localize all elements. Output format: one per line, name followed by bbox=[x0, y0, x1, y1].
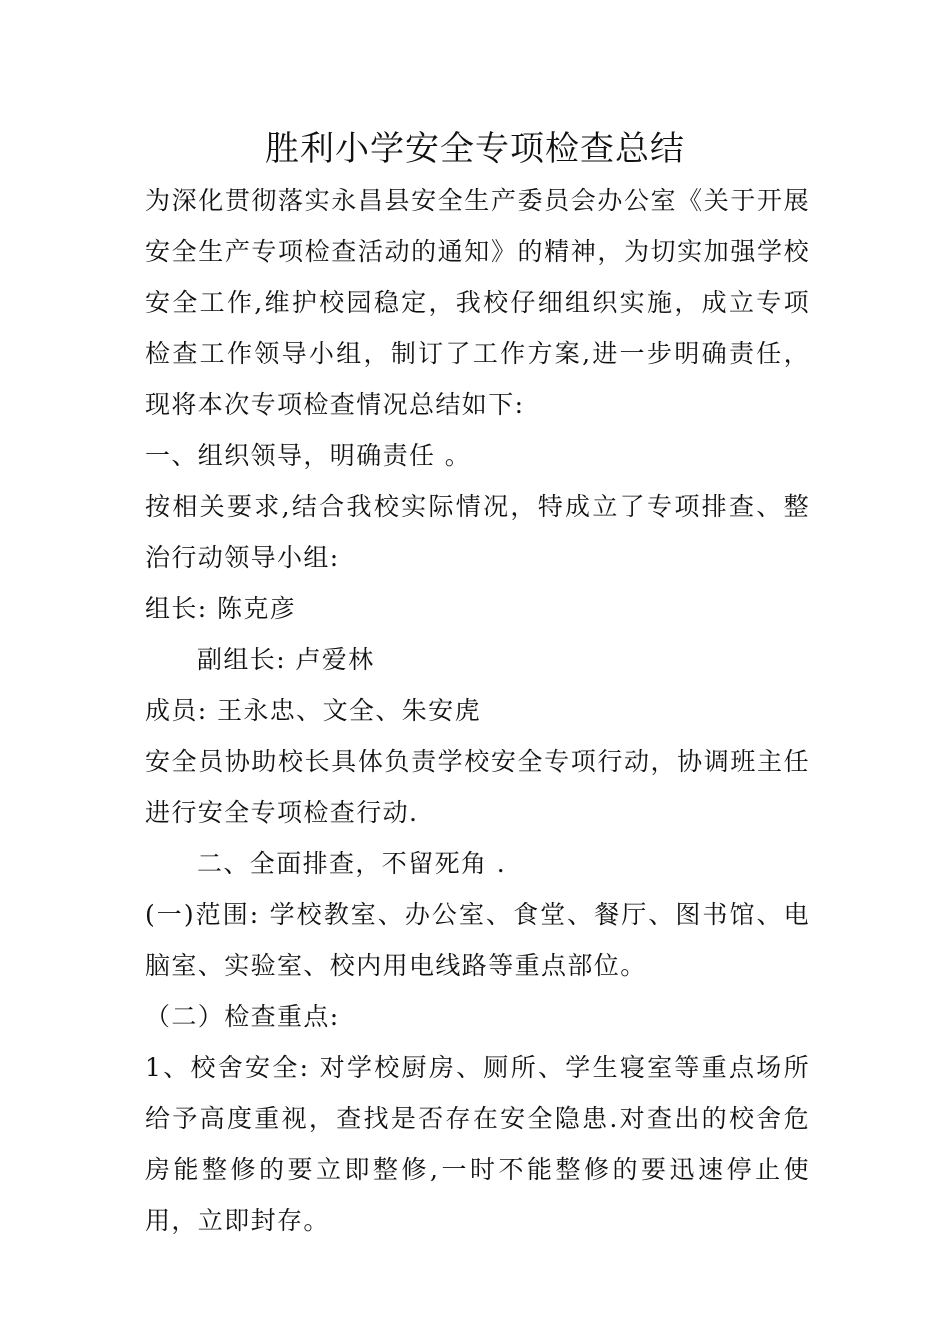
intro-paragraph: 为深化贯彻落实永昌县安全生产委员会办公室《关于开展安全生产专项检查活动的通知》的精神，为切实加强学校安全工作,维护校园稳定，我校仔细组织实施，成立专项检查工作领导小组，制订了工作方案,进一步明确责任，现将本次专项检查情况总结如下: bbox=[145, 186, 810, 419]
document-title: 胜利小学安全专项检查总结 bbox=[265, 129, 685, 169]
document-body bbox=[145, 175, 810, 1246]
organization-paragraph: 按相关要求,结合我校实际情况，特成立了专项排查、整治行动领导小组: bbox=[145, 492, 810, 572]
inspection-focus-heading: （二）检查重点: bbox=[145, 1002, 340, 1031]
members-line: 成员: 王永忠、文全、朱安虎 bbox=[145, 696, 481, 725]
deputy-leader-line: 副组长: 卢爱林 bbox=[197, 645, 375, 674]
section-heading-organization: 一、组织领导，明确责任 。 bbox=[145, 441, 472, 470]
building-safety-paragraph: 1、校舍安全: 对学校厨房、厕所、学生寝室等重点场所给予高度重视，查找是否存在安全隐患.对查出的校舍危房能整修的要立即整修,一时不能整修的要迅速停止使用，立即封存。 bbox=[145, 1053, 810, 1235]
scope-paragraph: (一)范围: 学校教室、办公室、食堂、餐厅、图书馆、电脑室、实验室、校内用电线路等重点部位。 bbox=[145, 900, 810, 980]
group-leader-line: 组长: 陈克彦 bbox=[145, 594, 297, 623]
section-heading-inspection: 二、全面排查，不留死角 . bbox=[197, 849, 507, 878]
safety-officer-paragraph: 安全员协助校长具体负责学校安全专项行动，协调班主任进行安全专项检查行动. bbox=[145, 747, 810, 827]
